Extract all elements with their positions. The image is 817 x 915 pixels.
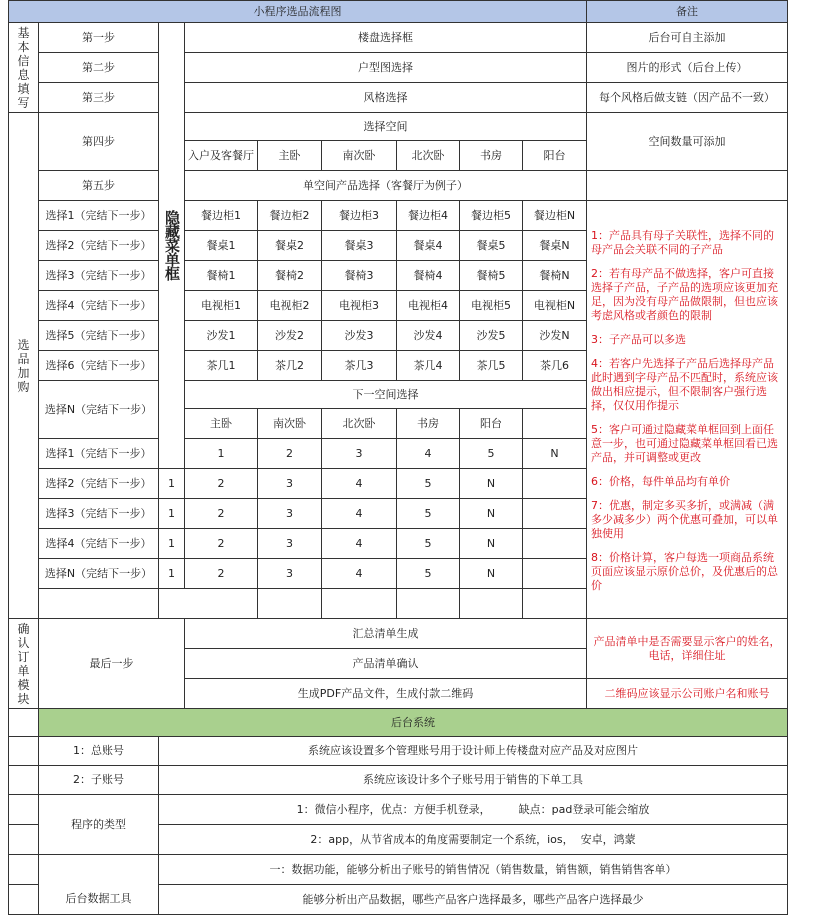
number-cell[interactable]: 5	[397, 499, 460, 529]
number-cell[interactable]: 4	[397, 439, 460, 469]
space-option[interactable]: 入户及客餐厅	[185, 141, 258, 171]
empty-cell	[322, 589, 397, 619]
selection-notes	[587, 201, 788, 619]
empty-cell	[9, 885, 39, 915]
selection-label: 选择2（完结下一步）	[39, 231, 159, 261]
note-item: 8：价格计算，客户每选一项商品系统页面应该显示原价总价，及优惠后的总价	[591, 551, 779, 592]
step-label: 第一步	[39, 23, 159, 53]
product-cell[interactable]: 茶几5	[460, 351, 523, 381]
number-cell[interactable]: 4	[322, 499, 397, 529]
data-tools-label: 后台数据工具	[39, 855, 159, 915]
space-option[interactable]: 书房	[397, 409, 460, 439]
product-cell[interactable]: 茶几2	[258, 351, 322, 381]
step-label: 第二步	[39, 53, 159, 83]
step-label: 第三步	[39, 83, 159, 113]
space-option[interactable]: 主卧	[258, 141, 322, 171]
program-type-row: 1：微信小程序，优点：方便手机登录， 缺点：pad登录可能会缩放	[159, 795, 788, 825]
product-cell[interactable]: 餐边柜5	[460, 201, 523, 231]
number-cell[interactable]: 1	[185, 439, 258, 469]
space-option[interactable]: 北次卧	[397, 141, 460, 171]
product-cell[interactable]: 餐边柜2	[258, 201, 322, 231]
product-cell[interactable]: 餐桌1	[185, 231, 258, 261]
step-note: 图片的形式（后台上传）	[587, 53, 788, 83]
number-cell[interactable]: 4	[322, 469, 397, 499]
empty-cell	[523, 589, 587, 619]
number-cell[interactable]: 1	[159, 499, 185, 529]
number-cell[interactable]: 2	[258, 439, 322, 469]
selection-label: 选择3（完结下一步）	[39, 261, 159, 291]
note-item: 2：若有母产品不做选择，客户可直接选择子产品，子产品的选项应该更加充足，因为没有母产品做限制，但也应该考虑风格或者颜色的限制	[591, 267, 779, 322]
single-space-title: 单空间产品选择（客餐厅为例子）	[185, 171, 587, 201]
number-cell[interactable]: N	[460, 499, 523, 529]
note-item: 6：价格，每件单品均有单价	[591, 475, 731, 488]
sheet-title: 小程序选品流程图	[9, 1, 587, 23]
number-cell[interactable]: 2	[185, 559, 258, 589]
product-cell[interactable]: 餐边柜N	[523, 201, 587, 231]
selection-flow-sheet	[8, 0, 788, 915]
number-cell[interactable]: 2	[185, 529, 258, 559]
selection-label: 选择4（完结下一步）	[39, 291, 159, 321]
account-label: 1：总账号	[39, 737, 159, 766]
number-cell[interactable]: 1	[159, 559, 185, 589]
step-note: 空间数量可添加	[587, 113, 788, 171]
account-content: 系统应该设计多个子账号用于销售的下单工具	[159, 766, 788, 795]
number-cell[interactable]: 3	[258, 469, 322, 499]
empty-cell	[9, 795, 39, 825]
note-item: 3：子产品可以多选	[591, 333, 687, 346]
space-option[interactable]: 南次卧	[258, 409, 322, 439]
number-cell[interactable]: 2	[185, 469, 258, 499]
product-cell[interactable]: 沙发3	[322, 321, 397, 351]
data-tools-row: 一：数据功能，能够分析出子账号的销售情况（销售数量，销售额，销售销售客单）	[159, 855, 788, 885]
product-cell[interactable]: 茶几6	[523, 351, 587, 381]
product-cell[interactable]: 电视柜1	[185, 291, 258, 321]
number-cell[interactable]: 1	[159, 469, 185, 499]
product-cell[interactable]: 沙发1	[185, 321, 258, 351]
program-type-row: 2：app，从节省成本的角度需要制定一个系统，ios， 安卓，鸿蒙	[159, 825, 788, 855]
number-cell[interactable]: N	[523, 439, 587, 469]
step-label: 第四步	[39, 113, 159, 171]
selection-label: 选择N（完结下一步）	[39, 381, 159, 439]
product-cell[interactable]: 茶几3	[322, 351, 397, 381]
empty-cell	[258, 589, 322, 619]
product-cell[interactable]: 餐椅3	[322, 261, 397, 291]
backend-title: 后台系统	[39, 709, 788, 737]
product-cell[interactable]: 餐椅5	[460, 261, 523, 291]
selection-label: 选择2（完结下一步）	[39, 469, 159, 499]
empty-cell	[9, 709, 39, 737]
empty-cell	[460, 589, 523, 619]
number-cell[interactable]: 5	[460, 439, 523, 469]
number-cell[interactable]: 3	[258, 559, 322, 589]
number-cell[interactable]: N	[460, 559, 523, 589]
section-basic-info: 基本信息填写	[9, 23, 39, 113]
number-cell[interactable]: N	[460, 529, 523, 559]
product-cell[interactable]: 茶几4	[397, 351, 460, 381]
empty-cell	[39, 589, 159, 619]
confirm-note: 产品清单中是否需要显示客户的姓名，电话，详细住址	[587, 619, 788, 679]
product-cell[interactable]: 沙发4	[397, 321, 460, 351]
number-cell[interactable]: N	[460, 469, 523, 499]
remark-header: 备注	[587, 1, 788, 23]
product-cell[interactable]: 餐椅2	[258, 261, 322, 291]
step-content: 风格选择	[185, 83, 587, 113]
step-label: 第五步	[39, 171, 159, 201]
note-item: 5：客户可通过隐藏菜单框回到上面任意一步，也可通过隐藏菜单框回看已选产品，并可调整或更改	[591, 423, 779, 464]
empty-cell	[9, 737, 39, 766]
account-label: 2：子账号	[39, 766, 159, 795]
confirm-note: 二维码应该显示公司账户名和账号	[587, 679, 788, 709]
product-cell[interactable]: 餐椅4	[397, 261, 460, 291]
empty-cell	[159, 589, 258, 619]
product-cell[interactable]: 餐桌4	[397, 231, 460, 261]
number-cell[interactable]: 3	[322, 439, 397, 469]
empty-cell	[397, 589, 460, 619]
space-option[interactable]: 阳台	[460, 409, 523, 439]
product-cell[interactable]: 沙发5	[460, 321, 523, 351]
data-tools-row: 能够分析出产品数据，哪些产品客户选择最多，哪些产品客户选择最少	[159, 885, 788, 915]
space-option[interactable]: 书房	[460, 141, 523, 171]
step-note: 每个风格后做支链（因产品不一致）	[587, 83, 788, 113]
number-cell[interactable]: 5	[397, 469, 460, 499]
space-select-title: 选择空间	[185, 113, 587, 141]
space-option-empty	[523, 409, 587, 439]
number-cell[interactable]: 3	[258, 529, 322, 559]
account-content: 系统应该设置多个管理账号用于设计师上传楼盘对应产品及对应图片	[159, 737, 788, 766]
note-item: 7：优惠，制定多买多折，或满减（满多少减多少）两个优惠可叠加，可以单独使用	[591, 499, 779, 540]
space-option[interactable]: 阳台	[523, 141, 587, 171]
product-cell[interactable]: 餐边柜1	[185, 201, 258, 231]
product-cell[interactable]: 餐椅1	[185, 261, 258, 291]
space-option[interactable]: 南次卧	[322, 141, 397, 171]
product-cell[interactable]: 餐桌2	[258, 231, 322, 261]
step-content: 楼盘选择框	[185, 23, 587, 53]
product-cell[interactable]: 电视柜5	[460, 291, 523, 321]
step-content: 户型图选择	[185, 53, 587, 83]
product-cell[interactable]: 餐边柜3	[322, 201, 397, 231]
number-cell[interactable]: 5	[397, 529, 460, 559]
note-item: 1：产品具有母子关联性，选择不同的母产品会关联不同的子产品	[591, 229, 775, 256]
product-cell[interactable]: 电视柜3	[322, 291, 397, 321]
section-selection: 选品加购	[9, 113, 39, 619]
step-note: 后台可自主添加	[587, 23, 788, 53]
step-label: 最后一步	[39, 619, 185, 709]
product-cell[interactable]: 电视柜2	[258, 291, 322, 321]
space-option[interactable]: 主卧	[185, 409, 258, 439]
confirm-row: 汇总清单生成	[185, 619, 587, 649]
product-cell[interactable]: 电视柜N	[523, 291, 587, 321]
number-cell[interactable]: 5	[397, 559, 460, 589]
selection-label: 选择1（完结下一步）	[39, 201, 159, 231]
empty-cell	[9, 855, 39, 885]
product-cell[interactable]: 餐边柜4	[397, 201, 460, 231]
number-cell[interactable]: 2	[185, 499, 258, 529]
space-option[interactable]: 北次卧	[322, 409, 397, 439]
selection-label: 选择N（完结下一步）	[39, 559, 159, 589]
confirm-row: 产品清单确认	[185, 649, 587, 679]
number-cell[interactable]: 3	[258, 499, 322, 529]
next-space-title: 下一空间选择	[185, 381, 587, 409]
note-item: 4：若客户先选择子产品后选择母产品此时遇到字母产品不匹配时，系统应该做出相应提示，但不限制客户强行选择，仅仅用作提示	[591, 357, 779, 412]
selection-label: 选择1（完结下一步）	[39, 439, 159, 469]
confirm-row: 生成PDF产品文件，生成付款二维码	[185, 679, 587, 709]
program-type-label: 程序的类型	[39, 795, 159, 855]
product-cell[interactable]: 沙发2	[258, 321, 322, 351]
hidden-menu-column: 隐藏菜单框	[159, 23, 185, 469]
product-cell[interactable]: 沙发N	[523, 321, 587, 351]
product-cell[interactable]: 电视柜4	[397, 291, 460, 321]
number-cell[interactable]: 1	[159, 529, 185, 559]
product-cell[interactable]: 餐桌5	[460, 231, 523, 261]
empty-cell	[9, 766, 39, 795]
product-cell[interactable]: 餐桌3	[322, 231, 397, 261]
product-cell[interactable]: 餐椅N	[523, 261, 587, 291]
number-cell[interactable]: 4	[322, 559, 397, 589]
section-confirm: 确认订单模块	[9, 619, 39, 709]
product-cell[interactable]: 茶几1	[185, 351, 258, 381]
selection-label: 选择6（完结下一步）	[39, 351, 159, 381]
selection-label: 选择3（完结下一步）	[39, 499, 159, 529]
empty-cell	[9, 825, 39, 855]
selection-label: 选择5（完结下一步）	[39, 321, 159, 351]
product-cell[interactable]: 餐桌N	[523, 231, 587, 261]
number-cell[interactable]: 4	[322, 529, 397, 559]
selection-label: 选择4（完结下一步）	[39, 529, 159, 559]
